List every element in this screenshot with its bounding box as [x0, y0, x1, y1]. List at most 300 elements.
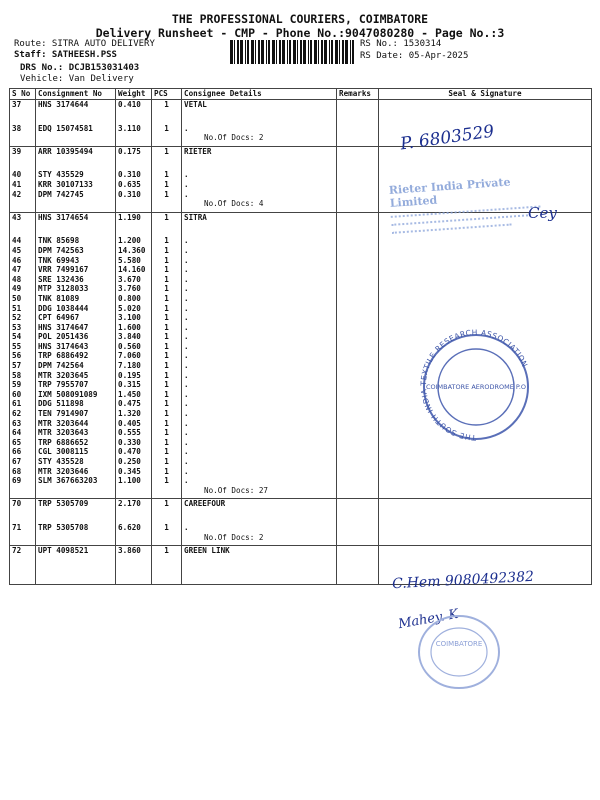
consignment-cell: ARR 10395494: [36, 146, 116, 156]
consignment-cell: TRP 5305708: [36, 523, 116, 533]
consignment-cell: TRP 5305709: [36, 499, 116, 509]
empty-cell: [152, 563, 182, 570]
pcs-cell: 1: [152, 467, 182, 477]
empty-cell: [379, 110, 592, 117]
remarks-cell: [337, 124, 379, 134]
empty-cell: [337, 199, 379, 209]
signature-cell: [379, 284, 592, 294]
docs-count: No.Of Docs: 2: [182, 533, 337, 543]
remarks-cell: [337, 523, 379, 533]
empty-cell: [182, 516, 337, 523]
pcs-cell: 1: [152, 399, 182, 409]
empty-cell: [337, 133, 379, 143]
empty-cell: [36, 229, 116, 236]
remarks-cell: [337, 246, 379, 256]
table-row: [10, 265, 592, 275]
docs-count-row: [10, 133, 592, 143]
sno-cell: 68: [10, 467, 36, 477]
weight-cell: 3.840: [116, 332, 152, 342]
sno-cell: 61: [10, 399, 36, 409]
consignment-cell: SLM 367663203: [36, 476, 116, 486]
col-consignee: Consignee Details: [182, 89, 337, 100]
consignee-dot-cell: .: [182, 265, 337, 275]
table-row: [10, 447, 592, 457]
remarks-cell: [337, 361, 379, 371]
weight-cell: 7.180: [116, 361, 152, 371]
col-consignment: Consignment No: [36, 89, 116, 100]
consignee-dot-cell: .: [182, 124, 337, 134]
consignee-dot-cell: .: [182, 275, 337, 285]
barcode-bar: [310, 40, 312, 64]
empty-cell: [152, 110, 182, 117]
weight-cell: 3.100: [116, 313, 152, 323]
consignment-cell: HNS 3174654: [36, 212, 116, 222]
weight-cell: 0.800: [116, 294, 152, 304]
consignee-dot-cell: .: [182, 332, 337, 342]
weight-cell: 2.170: [116, 499, 152, 509]
empty-cell: [379, 509, 592, 516]
docs-count-row: [10, 533, 592, 543]
empty-cell: [152, 486, 182, 496]
remarks-cell: [337, 409, 379, 419]
spacer-row: [10, 516, 592, 523]
pcs-cell: 1: [152, 476, 182, 486]
remarks-cell: [337, 371, 379, 381]
pcs-cell: 1: [152, 180, 182, 190]
empty-cell: [152, 199, 182, 209]
remarks-cell: [337, 399, 379, 409]
weight-cell: 0.470: [116, 447, 152, 457]
consignee-dot-cell: .: [182, 438, 337, 448]
remarks-cell: [337, 236, 379, 246]
remarks-cell: [337, 467, 379, 477]
empty-cell: [182, 563, 337, 570]
barcode-bar: [230, 40, 233, 64]
consignee-dot-cell: .: [182, 236, 337, 246]
empty-cell: [116, 229, 152, 236]
signature-cell: [379, 265, 592, 275]
consignee-dot-cell: .: [182, 246, 337, 256]
remarks-cell: [337, 170, 379, 180]
remarks-cell: [337, 428, 379, 438]
pcs-cell: 1: [152, 190, 182, 200]
pcs-cell: 1: [152, 361, 182, 371]
empty-cell: [10, 570, 36, 577]
remarks-cell: [337, 351, 379, 361]
weight-cell: 0.315: [116, 380, 152, 390]
sno-cell: 49: [10, 284, 36, 294]
remarks-cell: [337, 499, 379, 509]
weight-cell: 0.175: [116, 146, 152, 156]
consignment-cell: MTR 3203643: [36, 428, 116, 438]
sno-cell: 39: [10, 146, 36, 156]
barcode-bar: [255, 40, 256, 64]
weight-cell: 0.330: [116, 438, 152, 448]
greenlink-round-stamp: [416, 612, 502, 692]
staff-label: Staff: SATHEESH.PSS: [14, 50, 117, 60]
pcs-cell: 1: [152, 236, 182, 246]
sno-cell: 51: [10, 304, 36, 314]
remarks-cell: [337, 342, 379, 352]
table-row: [10, 457, 592, 467]
sno-cell: 66: [10, 447, 36, 457]
sno-cell: 58: [10, 371, 36, 381]
consignee-dot-cell: .: [182, 371, 337, 381]
weight-cell: 0.410: [116, 100, 152, 110]
pcs-cell: 1: [152, 313, 182, 323]
signature-cell: [379, 467, 592, 477]
empty-cell: [337, 222, 379, 229]
consignment-cell: POL 2051436: [36, 332, 116, 342]
empty-cell: [116, 110, 152, 117]
empty-cell: [337, 229, 379, 236]
weight-cell: 3.670: [116, 275, 152, 285]
consignee-dot-cell: .: [182, 313, 337, 323]
docs-count: No.Of Docs: 4: [182, 199, 337, 209]
table-row: [10, 124, 592, 134]
sno-cell: 69: [10, 476, 36, 486]
remarks-cell: [337, 275, 379, 285]
signature-cell: [379, 246, 592, 256]
empty-cell: [116, 509, 152, 516]
rs-date: RS Date: 05-Apr-2025: [360, 51, 469, 61]
consignment-cell: IXM 508091089: [36, 390, 116, 400]
pcs-cell: 1: [152, 294, 182, 304]
signature-cell: [379, 294, 592, 304]
sno-cell: 70: [10, 499, 36, 509]
barcode-bar: [293, 40, 296, 64]
consignee-dot-cell: .: [182, 304, 337, 314]
consignment-cell: TRP 7955707: [36, 380, 116, 390]
empty-cell: [116, 563, 152, 570]
empty-cell: [182, 117, 337, 124]
empty-cell: [152, 117, 182, 124]
barcode-bar: [266, 40, 267, 64]
empty-cell: [36, 570, 116, 577]
remarks-cell: [337, 476, 379, 486]
sno-cell: 37: [10, 100, 36, 110]
consignment-cell: UPT 4098521: [36, 546, 116, 556]
empty-cell: [10, 222, 36, 229]
barcode-bar: [247, 40, 249, 64]
empty-cell: [182, 163, 337, 170]
table-row: [10, 146, 592, 156]
empty-cell: [116, 533, 152, 543]
pcs-cell: 1: [152, 447, 182, 457]
barcode-bar: [258, 40, 260, 64]
consignment-cell: VRR 7499167: [36, 265, 116, 275]
page-title: THE PROFESSIONAL COURIERS, COIMBATORE: [171, 12, 429, 26]
empty-cell: [182, 570, 337, 577]
weight-cell: 1.450: [116, 390, 152, 400]
empty-cell: [36, 156, 116, 163]
sno-cell: 45: [10, 246, 36, 256]
spacer-row: [10, 509, 592, 516]
consignee-dot-cell: .: [182, 390, 337, 400]
barcode-bar: [297, 40, 298, 64]
barcode-bar: [289, 40, 291, 64]
empty-cell: [116, 556, 152, 563]
sno-cell: 62: [10, 409, 36, 419]
remarks-cell: [337, 390, 379, 400]
pcs-cell: 1: [152, 304, 182, 314]
pcs-cell: 1: [152, 546, 182, 556]
docs-count: No.Of Docs: 27: [182, 486, 337, 496]
remarks-cell: [337, 212, 379, 222]
table-row: [10, 294, 592, 304]
empty-cell: [10, 563, 36, 570]
remarks-cell: [337, 438, 379, 448]
consignment-cell: MTR 3203646: [36, 467, 116, 477]
empty-cell: [152, 570, 182, 577]
empty-cell: [36, 533, 116, 543]
sno-cell: 40: [10, 170, 36, 180]
empty-cell: [36, 222, 116, 229]
remarks-cell: [337, 180, 379, 190]
empty-cell: [337, 117, 379, 124]
empty-cell: [10, 199, 36, 209]
consignee-dot-cell: .: [182, 419, 337, 429]
empty-cell: [152, 133, 182, 143]
weight-cell: 0.555: [116, 428, 152, 438]
barcode-bar: [287, 40, 288, 64]
weight-cell: 0.250: [116, 457, 152, 467]
table-row: [10, 284, 592, 294]
spacer-row: [10, 156, 592, 163]
pcs-cell: 1: [152, 380, 182, 390]
barcode-bar: [300, 40, 302, 64]
barcode-bar: [308, 40, 309, 64]
empty-cell: [152, 156, 182, 163]
remarks-cell: [337, 447, 379, 457]
sno-cell: 38: [10, 124, 36, 134]
barcode-bar: [324, 40, 327, 64]
empty-cell: [116, 199, 152, 209]
empty-cell: [10, 133, 36, 143]
barcode-bar: [335, 40, 338, 64]
empty-cell: [379, 156, 592, 163]
barcode-bar: [261, 40, 264, 64]
consignment-cell: MTR 3203645: [36, 371, 116, 381]
weight-cell: 0.345: [116, 467, 152, 477]
table-row: [10, 546, 592, 556]
empty-cell: [36, 563, 116, 570]
signature-cell: [379, 236, 592, 246]
weight-cell: 5.580: [116, 256, 152, 266]
signature-cell: [379, 275, 592, 285]
sno-cell: 67: [10, 457, 36, 467]
docs-count: No.Of Docs: 2: [182, 133, 337, 143]
empty-cell: [116, 486, 152, 496]
consignment-cell: TRP 6886492: [36, 351, 116, 361]
barcode-bar: [350, 40, 351, 64]
page-subtitle: Delivery Runsheet - CMP - Phone No.:9047080280 - Page No.:3: [95, 26, 505, 40]
table-row: [10, 304, 592, 314]
consignment-cell: TNK 69943: [36, 256, 116, 266]
barcode-bar: [329, 40, 330, 64]
empty-cell: [10, 509, 36, 516]
empty-cell: [10, 577, 36, 585]
empty-cell: [152, 556, 182, 563]
remarks-cell: [337, 457, 379, 467]
empty-cell: [116, 133, 152, 143]
consignee-cell: CAREEFOUR: [182, 499, 337, 509]
empty-cell: [36, 117, 116, 124]
consignee-dot-cell: .: [182, 467, 337, 477]
empty-cell: [337, 486, 379, 496]
weight-cell: 1.100: [116, 476, 152, 486]
empty-cell: [116, 117, 152, 124]
empty-cell: [36, 133, 116, 143]
consignee-dot-cell: .: [182, 428, 337, 438]
spacer-row: [10, 229, 592, 236]
table-row: [10, 246, 592, 256]
weight-cell: 7.060: [116, 351, 152, 361]
pcs-cell: 1: [152, 212, 182, 222]
sno-cell: 60: [10, 390, 36, 400]
remarks-cell: [337, 146, 379, 156]
consignee-dot-cell: .: [182, 399, 337, 409]
weight-cell: 0.475: [116, 399, 152, 409]
empty-cell: [337, 563, 379, 570]
pcs-cell: 1: [152, 265, 182, 275]
empty-cell: [152, 516, 182, 523]
consignee-dot-cell: .: [182, 256, 337, 266]
greenlink-stamp-text: COIMBATORE: [435, 640, 483, 648]
consignment-cell: TNK 81089: [36, 294, 116, 304]
remarks-cell: [337, 546, 379, 556]
consignment-cell: CPT 64967: [36, 313, 116, 323]
empty-cell: [152, 163, 182, 170]
remarks-cell: [337, 313, 379, 323]
empty-cell: [116, 570, 152, 577]
sno-cell: 52: [10, 313, 36, 323]
empty-cell: [36, 556, 116, 563]
table-row: [10, 256, 592, 266]
spacer-row: [10, 556, 592, 563]
weight-cell: 0.560: [116, 342, 152, 352]
barcode-bar: [314, 40, 317, 64]
col-remarks: Remarks: [337, 89, 379, 100]
remarks-cell: [337, 323, 379, 333]
barcode-bar: [352, 40, 354, 64]
drs-number: DRS No.: DCJB153031403: [20, 63, 140, 73]
consignee-dot-cell: .: [182, 323, 337, 333]
empty-cell: [116, 222, 152, 229]
spacer-row: [10, 117, 592, 124]
signature-cell: [379, 499, 592, 509]
sno-cell: 50: [10, 294, 36, 304]
pcs-cell: 1: [152, 419, 182, 429]
signature-vetal: P. 6803529: [399, 121, 496, 155]
empty-cell: [152, 222, 182, 229]
empty-cell: [36, 509, 116, 516]
sitra-round-stamp: [408, 327, 544, 447]
rs-number: RS No.: 1530314: [360, 39, 442, 49]
barcode-bar: [240, 40, 243, 64]
empty-cell: [337, 156, 379, 163]
consignee-dot-cell: .: [182, 361, 337, 371]
pcs-cell: 1: [152, 284, 182, 294]
empty-cell: [152, 533, 182, 543]
consignee-dot-cell: .: [182, 447, 337, 457]
empty-cell: [182, 509, 337, 516]
pcs-cell: 1: [152, 371, 182, 381]
empty-cell: [337, 509, 379, 516]
consignment-cell: STY 435528: [36, 457, 116, 467]
empty-cell: [379, 533, 592, 543]
pcs-cell: 1: [152, 409, 182, 419]
empty-cell: [10, 156, 36, 163]
consignment-cell: MTP 3128033: [36, 284, 116, 294]
empty-cell: [36, 516, 116, 523]
pcs-cell: 1: [152, 499, 182, 509]
route-label: Route: SITRA AUTO DELIVERY: [14, 39, 155, 49]
signature-cell: [379, 546, 592, 556]
empty-cell: [152, 229, 182, 236]
barcode-bar: [272, 40, 275, 64]
signature-cell: [379, 476, 592, 486]
sno-cell: 71: [10, 523, 36, 533]
remarks-cell: [337, 380, 379, 390]
consignment-cell: DPM 742745: [36, 190, 116, 200]
barcode-icon: [230, 40, 354, 64]
consignment-cell: CGL 3008115: [36, 447, 116, 457]
empty-cell: [152, 577, 182, 585]
pcs-cell: 1: [152, 428, 182, 438]
consignment-cell: TRP 6886652: [36, 438, 116, 448]
remarks-cell: [337, 284, 379, 294]
barcode-bar: [279, 40, 281, 64]
table-row: [10, 275, 592, 285]
empty-cell: [116, 156, 152, 163]
pcs-cell: 1: [152, 523, 182, 533]
col-pcs: PCS: [152, 89, 182, 100]
col-seal-signature: Seal & Signature: [379, 89, 592, 100]
col-sno: S No: [10, 89, 36, 100]
empty-cell: [182, 222, 337, 229]
sno-cell: 54: [10, 332, 36, 342]
remarks-cell: [337, 256, 379, 266]
empty-cell: [379, 516, 592, 523]
empty-cell: [10, 163, 36, 170]
pcs-cell: 1: [152, 351, 182, 361]
sno-cell: 55: [10, 342, 36, 352]
empty-cell: [337, 516, 379, 523]
consignee-dot-cell: .: [182, 284, 337, 294]
empty-cell: [337, 110, 379, 117]
consignment-cell: DDG 1038444: [36, 304, 116, 314]
sno-cell: 56: [10, 351, 36, 361]
barcode-bar: [342, 40, 344, 64]
sno-cell: 42: [10, 190, 36, 200]
sno-cell: 65: [10, 438, 36, 448]
remarks-cell: [337, 265, 379, 275]
empty-cell: [182, 577, 337, 585]
empty-cell: [337, 533, 379, 543]
sno-cell: 72: [10, 546, 36, 556]
consignee-dot-cell: .: [182, 170, 337, 180]
signature-greenlink: Mahey. K: [397, 606, 460, 633]
consignment-cell: DPM 742563: [36, 246, 116, 256]
table-row: [10, 499, 592, 509]
col-weight: Weight: [116, 89, 152, 100]
table-row: [10, 313, 592, 323]
consignee-dot-cell: .: [182, 351, 337, 361]
pcs-cell: 1: [152, 457, 182, 467]
consignment-cell: DPM 742564: [36, 361, 116, 371]
consignee-cell: VETAL: [182, 100, 337, 110]
